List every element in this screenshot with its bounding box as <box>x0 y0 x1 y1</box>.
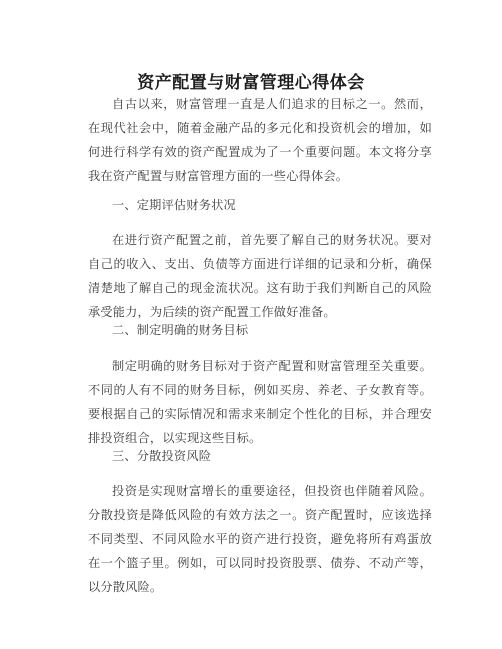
section-body-diversify-risk: 投资是实现财富增长的重要途径，但投资也伴随着风险。分散投资是降低风险的有效方法之一。资产配置时，应该选择不同类型、不同风险水平的资产进行投资，避免将所有鸡蛋放在一个篮子里。例如，可以同时投资股票、债券、不动产等，以分散风险。 <box>88 484 432 594</box>
section-heading-financial-review: 一、定期评估财务状况 <box>112 198 236 212</box>
section-heading-diversify-risk: 三、分散投资风险 <box>112 449 212 463</box>
page-title: 资产配置与财富管理心得体会 <box>137 73 365 94</box>
intro-paragraph: 自古以来，财富管理一直是人们追求的目标之一。然而，在现代社会中，随着金融产品的多元化和投资机会的增加，如何进行科学有效的资产配置成为了一个重要问题。本文将分享我在资产配置与财富管理方面的一些心得体会。 <box>88 97 432 183</box>
section-body-financial-review: 在进行资产配置之前，首先要了解自己的财务状况。要对自己的收入、支出、负债等方面进行详细的记录和分析，确保清楚地了解自己的现金流状况。这有助于我们判断自己的风险承受能力，为后续的资产配置工作做好准备。 <box>88 233 432 319</box>
section-heading-financial-goals: 二、制定明确的财务目标 <box>112 323 249 337</box>
section-body-financial-goals: 制定明确的财务目标对于资产配置和财富管理至关重要。不同的人有不同的财务目标，例如买房、养老、子女教育等。要根据自己的实际情况和需求来制定个性化的目标，并合理安排投资组合，以实现这些目标。 <box>88 359 432 445</box>
